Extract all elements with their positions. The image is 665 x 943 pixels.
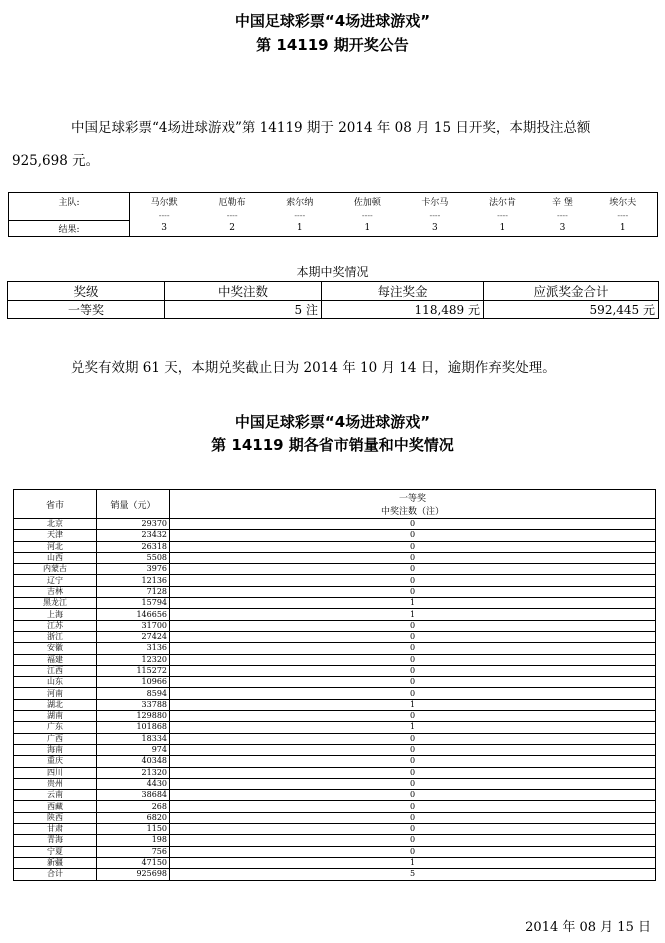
province-name: 宁夏 <box>14 846 97 857</box>
province-sales: 23432 <box>97 530 170 541</box>
province-sales: 15794 <box>97 598 170 609</box>
sales-title: 中国足球彩票“4场进球游戏” <box>234 413 431 431</box>
province-name: 安徽 <box>14 643 97 654</box>
prize-header: 每注奖金 <box>322 282 484 301</box>
province-sales: 6820 <box>97 812 170 823</box>
province-winners: 0 <box>170 790 656 801</box>
province-sales: 21320 <box>97 767 170 778</box>
table-row <box>14 586 656 597</box>
match-result: 1 <box>619 223 626 234</box>
province-winners: 0 <box>170 801 656 812</box>
province-name: 上海 <box>14 609 97 620</box>
prize-level-header: 一等奖 <box>398 494 426 504</box>
province-winners: 5 <box>170 869 656 880</box>
province-name: 贵州 <box>14 778 97 789</box>
province-sales: 4430 <box>97 778 170 789</box>
table-row <box>14 598 656 609</box>
prize-per-bet: 118,489 元 <box>322 301 484 319</box>
province-sales: 115272 <box>97 665 170 676</box>
team-name: 埃尔夫 <box>609 198 637 208</box>
table-row <box>14 767 656 778</box>
province-winners: 0 <box>170 631 656 642</box>
province-winners: 1 <box>170 699 656 710</box>
province-winners: 0 <box>170 677 656 688</box>
province-sales: 29370 <box>97 519 170 530</box>
table-row <box>14 824 656 835</box>
province-sales: 268 <box>97 801 170 812</box>
announcement-subtitle: 第 14119 期开奖公告 <box>256 36 409 54</box>
province-name: 广东 <box>14 722 97 733</box>
province-winners: 0 <box>170 665 656 676</box>
province-name: 四川 <box>14 767 97 778</box>
table-row <box>14 756 656 767</box>
prize-header: 中奖注数 <box>165 282 322 301</box>
redemption-notice: 兑奖有效期 61 天，本期兑奖截止日为 2014 年 10 月 14 日，逾期作弃奖处理。 <box>71 360 556 376</box>
table-row <box>14 812 656 823</box>
province-sales: 12320 <box>97 654 170 665</box>
match-result: 3 <box>432 223 438 234</box>
home-team-label: 主队: <box>9 193 130 211</box>
separator: ---- <box>557 210 568 220</box>
province-winners: 0 <box>170 541 656 552</box>
footer-date: 2014 年 08 月 15 日 <box>525 920 651 935</box>
province-header: 省市 <box>14 490 97 519</box>
province-winners: 0 <box>170 688 656 699</box>
team-name: 索尔纳 <box>286 198 314 208</box>
intro-line-1: 中国足球彩票“4场进球游戏”第 14119 期于 2014 年 08 月 15 日开奖，本期投注总额 <box>71 120 591 136</box>
province-name: 海南 <box>14 744 97 755</box>
province-name: 合计 <box>14 869 97 880</box>
match-result: 1 <box>364 223 371 234</box>
province-sales: 40348 <box>97 756 170 767</box>
province-name: 江西 <box>14 665 97 676</box>
province-sales: 974 <box>97 744 170 755</box>
separator: ---- <box>497 210 508 220</box>
prize-level: 一等奖 <box>8 301 165 319</box>
team-name: 厄勒布 <box>218 198 246 208</box>
table-row <box>14 801 656 812</box>
announcement-title: 中国足球彩票“4场进球游戏” <box>234 12 431 30</box>
intro-line-2: 925,698 元。 <box>12 153 100 169</box>
match-result: 1 <box>499 223 506 234</box>
prize-caption: 本期中奖情况 <box>296 265 369 279</box>
table-row <box>14 564 656 575</box>
table-row <box>14 530 656 541</box>
province-winners: 0 <box>170 711 656 722</box>
province-name: 甘肃 <box>14 824 97 835</box>
table-row <box>14 699 656 710</box>
table-row <box>14 744 656 755</box>
province-sales: 1150 <box>97 824 170 835</box>
province-winners: 1 <box>170 857 656 868</box>
province-winners: 0 <box>170 519 656 530</box>
result-label: 结果: <box>9 221 130 237</box>
team-name: 法尔肯 <box>489 198 517 208</box>
prize-table <box>7 281 659 319</box>
province-winners: 1 <box>170 722 656 733</box>
province-sales: 129880 <box>97 711 170 722</box>
province-sales: 10966 <box>97 677 170 688</box>
province-winners: 0 <box>170 654 656 665</box>
province-name: 云南 <box>14 790 97 801</box>
province-name: 河北 <box>14 541 97 552</box>
prize-total: 592,445 元 <box>484 301 659 319</box>
province-sales: 8594 <box>97 688 170 699</box>
team-name: 辛 堡 <box>551 198 573 208</box>
separator: ---- <box>226 210 238 220</box>
prize-count-header <box>170 490 656 519</box>
province-sales: 101868 <box>97 722 170 733</box>
province-winners: 0 <box>170 530 656 541</box>
province-winners: 0 <box>170 756 656 767</box>
table-row <box>14 846 656 857</box>
province-name: 重庆 <box>14 756 97 767</box>
province-sales: 33788 <box>97 699 170 710</box>
province-name: 内蒙古 <box>14 564 97 575</box>
table-row <box>14 575 656 586</box>
province-winners: 0 <box>170 564 656 575</box>
table-row <box>14 733 656 744</box>
table-row <box>14 620 656 631</box>
province-name: 西藏 <box>14 801 97 812</box>
table-row <box>14 643 656 654</box>
table-row <box>14 835 656 846</box>
table-row <box>14 552 656 563</box>
match-result: 3 <box>559 223 566 234</box>
province-sales: 146656 <box>97 609 170 620</box>
separator: ---- <box>361 210 373 220</box>
match-result: 2 <box>229 223 235 234</box>
province-sales: 3976 <box>97 564 170 575</box>
province-name: 湖南 <box>14 711 97 722</box>
prize-count: 5 注 <box>165 301 322 319</box>
province-name: 天津 <box>14 530 97 541</box>
table-row <box>14 711 656 722</box>
province-name: 浙江 <box>14 631 97 642</box>
province-name: 陕西 <box>14 812 97 823</box>
winner-count-header: 中奖注数（注） <box>380 507 444 517</box>
province-winners: 0 <box>170 575 656 586</box>
table-row <box>14 722 656 733</box>
province-sales: 198 <box>97 835 170 846</box>
province-name: 湖北 <box>14 699 97 710</box>
province-winners: 0 <box>170 552 656 563</box>
table-row <box>14 541 656 552</box>
province-name: 青海 <box>14 835 97 846</box>
province-winners: 0 <box>170 733 656 744</box>
match-result: 1 <box>296 223 303 234</box>
province-name: 北京 <box>14 519 97 530</box>
province-name: 吉林 <box>14 586 97 597</box>
province-winners: 0 <box>170 835 656 846</box>
province-sales: 3136 <box>97 643 170 654</box>
province-winners: 1 <box>170 598 656 609</box>
province-sales: 925698 <box>97 869 170 880</box>
separator: ---- <box>429 210 441 220</box>
team-name: 马尔默 <box>150 198 178 208</box>
province-name: 山东 <box>14 677 97 688</box>
sales-header: 销量（元） <box>97 490 170 519</box>
province-name: 辽宁 <box>14 575 97 586</box>
team-name: 卡尔马 <box>421 198 449 208</box>
province-sales: 18334 <box>97 733 170 744</box>
province-name: 河南 <box>14 688 97 699</box>
table-row <box>14 677 656 688</box>
match-results-table <box>8 192 658 237</box>
province-winners: 1 <box>170 609 656 620</box>
province-name: 广西 <box>14 733 97 744</box>
province-sales: 26318 <box>97 541 170 552</box>
province-winners: 0 <box>170 767 656 778</box>
province-winners: 0 <box>170 824 656 835</box>
table-row <box>14 857 656 868</box>
table-row <box>14 790 656 801</box>
match-result: 3 <box>161 223 168 234</box>
sales-subtitle: 第 14119 期各省市销量和中奖情况 <box>211 436 454 454</box>
separator: ---- <box>617 210 629 220</box>
province-name: 山西 <box>14 552 97 563</box>
prize-row <box>8 301 659 319</box>
province-winners: 0 <box>170 846 656 857</box>
province-winners: 0 <box>170 812 656 823</box>
province-sales: 38684 <box>97 790 170 801</box>
province-sales: 12136 <box>97 575 170 586</box>
province-winners: 0 <box>170 643 656 654</box>
prize-header: 应派奖金合计 <box>484 282 659 301</box>
team-name: 佐加顿 <box>353 198 381 208</box>
province-sales: 7128 <box>97 586 170 597</box>
province-winners: 0 <box>170 744 656 755</box>
province-sales: 27424 <box>97 631 170 642</box>
province-sales: 47150 <box>97 857 170 868</box>
province-sales-table <box>13 489 656 881</box>
province-name: 新疆 <box>14 857 97 868</box>
province-sales: 31700 <box>97 620 170 631</box>
province-name: 福建 <box>14 654 97 665</box>
province-winners: 0 <box>170 620 656 631</box>
province-sales: 756 <box>97 846 170 857</box>
prize-header: 奖级 <box>8 282 165 301</box>
province-sales: 5508 <box>97 552 170 563</box>
province-name: 江苏 <box>14 620 97 631</box>
table-row <box>14 609 656 620</box>
table-row <box>14 688 656 699</box>
province-name: 黑龙江 <box>14 598 97 609</box>
table-row <box>14 519 656 530</box>
table-row <box>14 778 656 789</box>
table-row <box>14 654 656 665</box>
table-row <box>14 631 656 642</box>
province-winners: 0 <box>170 586 656 597</box>
separator: ---- <box>158 210 170 220</box>
separator: ---- <box>294 210 306 220</box>
province-winners: 0 <box>170 778 656 789</box>
table-row <box>14 665 656 676</box>
table-row <box>14 869 656 880</box>
